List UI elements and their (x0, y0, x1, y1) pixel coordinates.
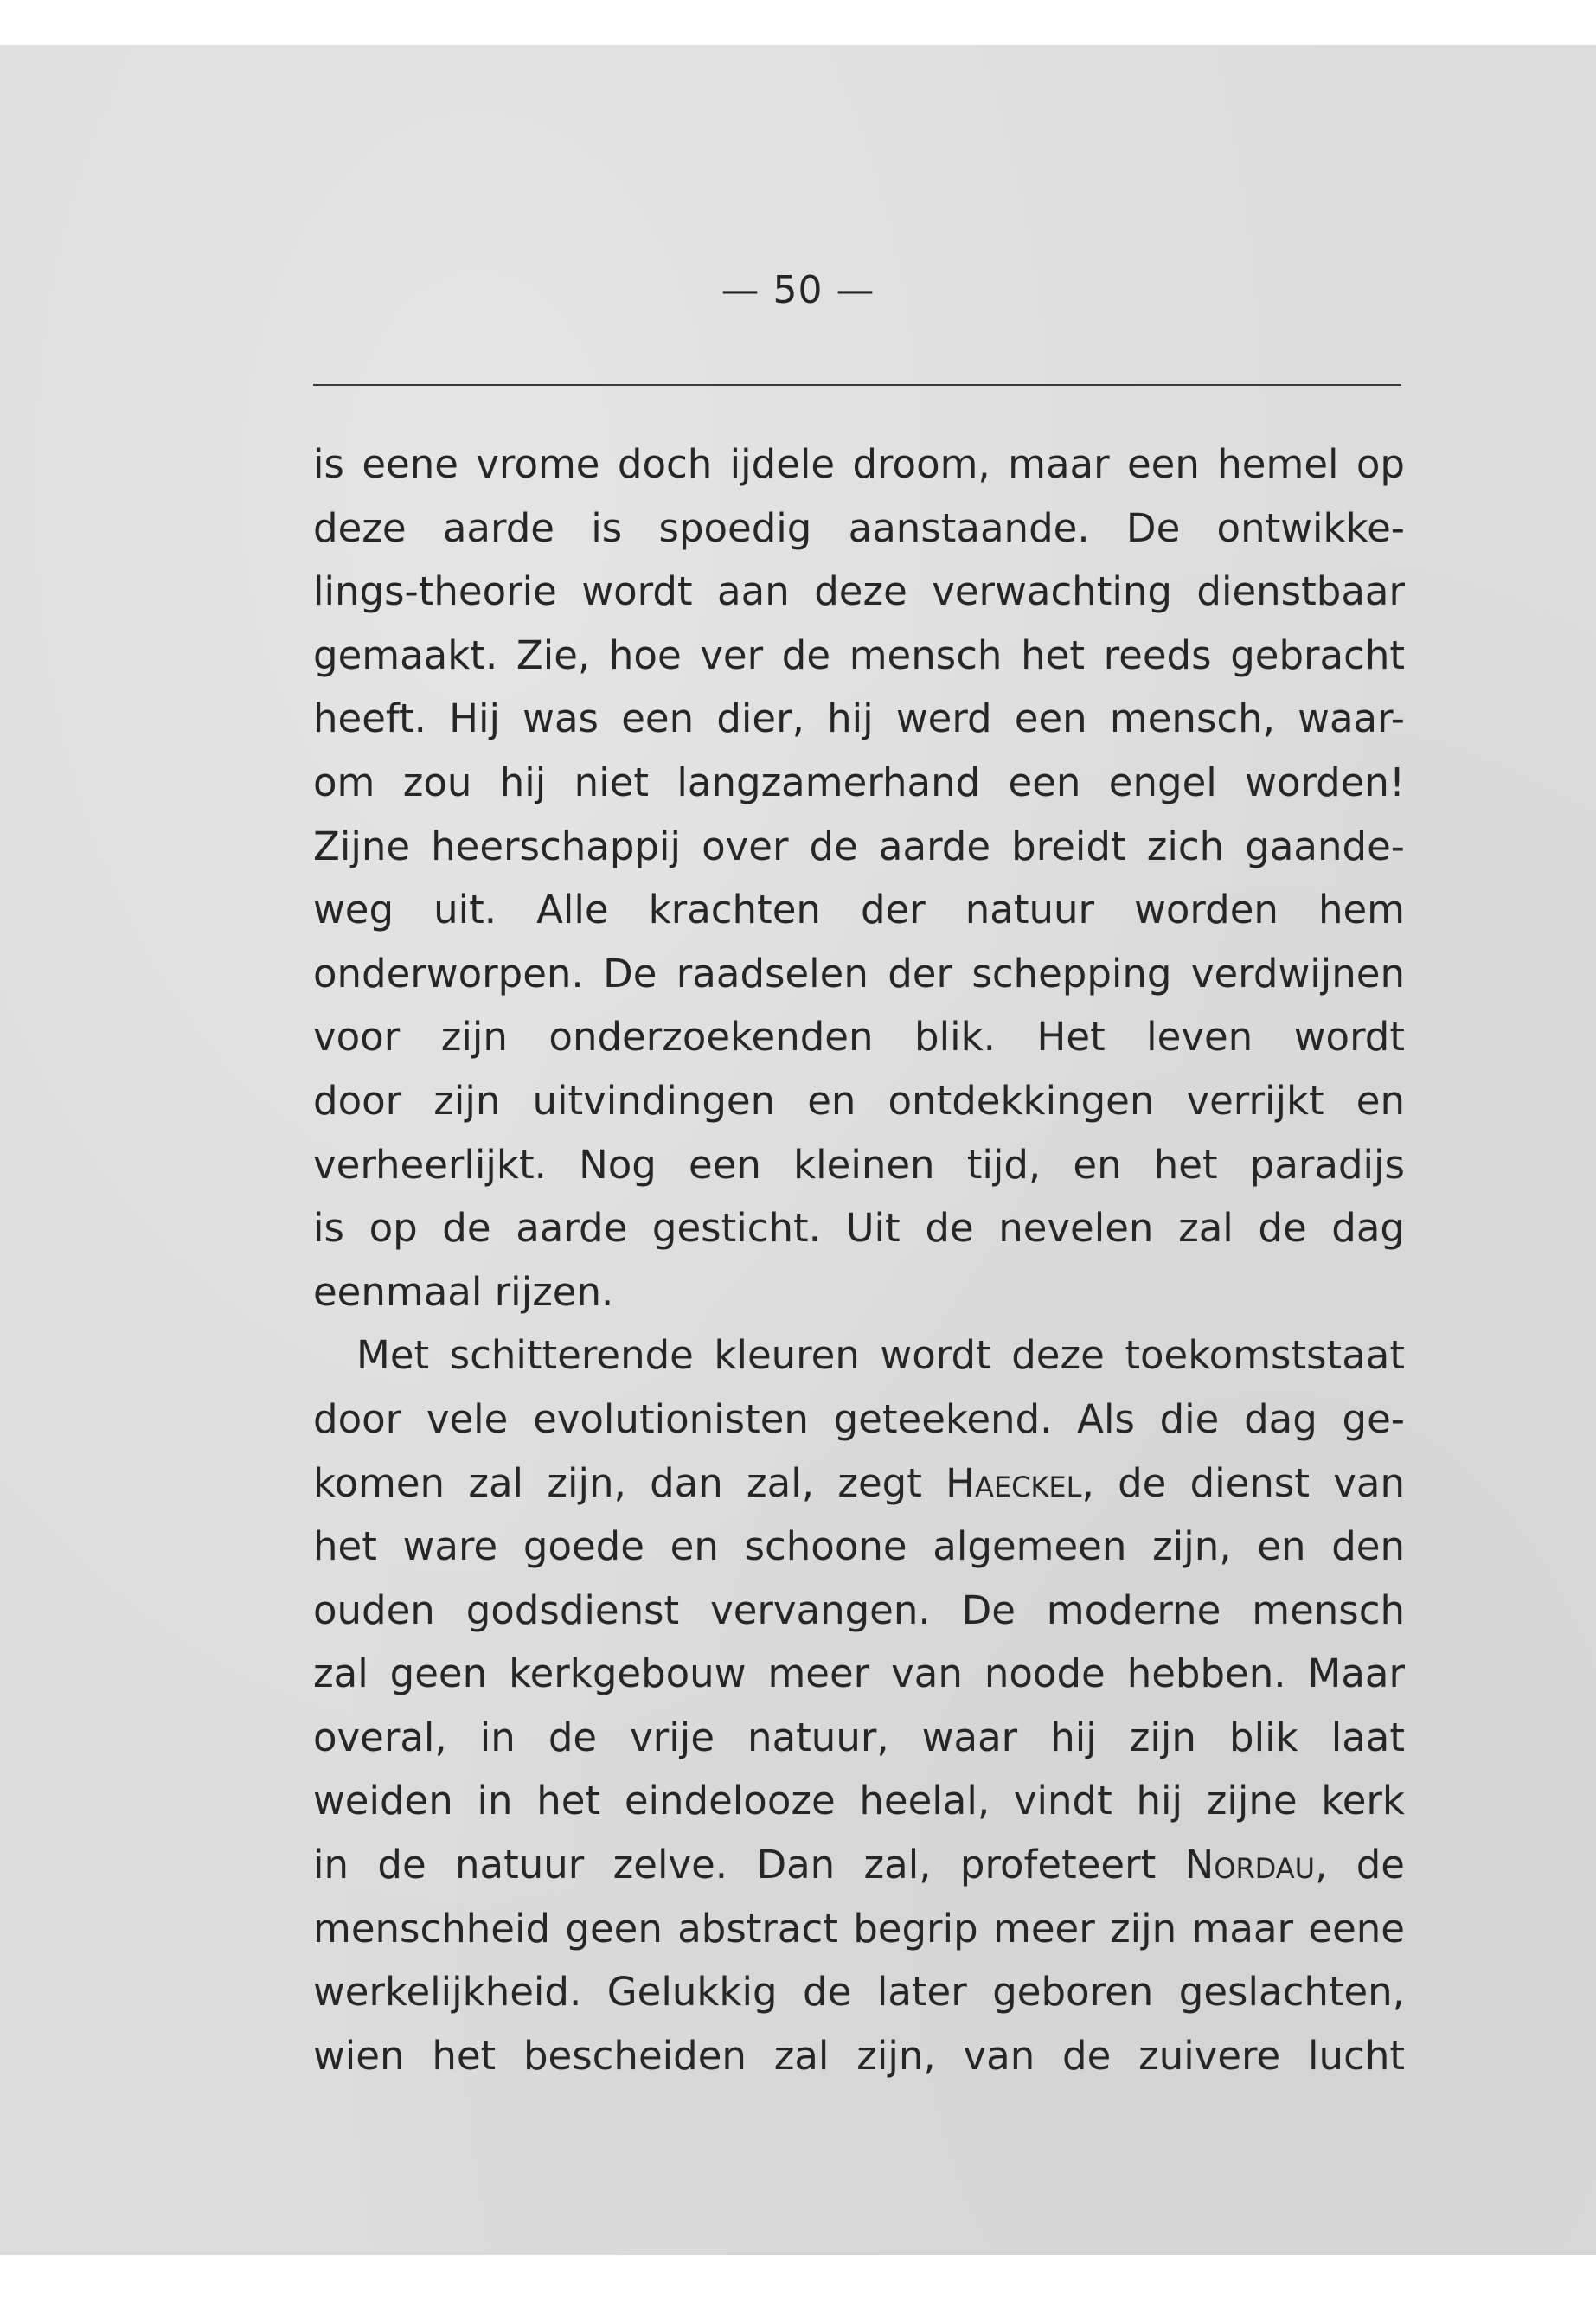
text-line: zal geen kerkgebouw meer van noode hebben. Maar (313, 1650, 1405, 1697)
paragraph-1 (313, 433, 1405, 1324)
text-line: Zijne heerschappij over de aarde breidt zich gaande- (313, 823, 1405, 869)
text-line: weg uit. Alle krachten der natuur worden hem (313, 887, 1405, 933)
text-line: eenmaal rijzen. (313, 1268, 614, 1315)
paragraph-2 (313, 1324, 1405, 2087)
text-line: verheerlijkt. Nog een kleinen tijd, en het paradijs (313, 1141, 1405, 1188)
text-line: door zijn uitvindingen en ontdekkingen verrijkt en (313, 1077, 1405, 1124)
text-line: menschheid geen abstract begrip meer zijn maar eene (313, 1905, 1405, 1952)
text-fragment: , de (1315, 1842, 1405, 1888)
text-line: weiden in het eindelooze heelal, vindt hij zijne kerk (313, 1778, 1405, 1824)
text-line (313, 1833, 1405, 1897)
text-line: is op de aarde gesticht. Uit de nevelen zal de dag (313, 1205, 1405, 1252)
text-line: werkelijkheid. Gelukkig de later geboren geslachten, (313, 1969, 1405, 2016)
text-fragment: komen zal zijn, dan zal, zegt (313, 1459, 946, 1506)
text-fragment: , de dienst van (1081, 1459, 1405, 1506)
text-line: Met schitterende kleuren wordt deze toekomststaat (356, 1332, 1405, 1379)
text-fragment: in de natuur zelve. Dan zal, profeteert (313, 1842, 1185, 1888)
author-name-nordau: Nordau (1184, 1842, 1316, 1888)
text-line: door vele evolutionisten geteekend. Als die dag ge- (313, 1395, 1405, 1442)
text-line: ouden godsdienst vervangen. De moderne mensch (313, 1586, 1405, 1633)
text-line: is eene vrome doch ijdele droom, maar een hemel op (313, 441, 1405, 487)
text-line: overal, in de vrije natuur, waar hij zijn blik laat (313, 1714, 1405, 1760)
header-rule (313, 384, 1401, 386)
text-line (313, 1452, 1405, 1516)
text-line: wien het bescheiden zal zijn, van de zuivere lucht (313, 2032, 1405, 2079)
text-line: gemaakt. Zie, hoe ver de mensch het reeds gebracht (313, 631, 1405, 678)
text-line: om zou hij niet langzamerhand een engel worden! (313, 759, 1405, 805)
text-line: deze aarde is spoedig aanstaande. De ontwikke- (313, 504, 1405, 551)
text-line: voor zijn onderzoekenden blik. Het leven wordt (313, 1014, 1405, 1061)
scanned-page (0, 45, 1596, 2255)
page-number: — 50 — (721, 268, 875, 312)
body-text (313, 433, 1405, 2087)
text-line: heeft. Hij was een dier, hij werd een mensch, waar- (313, 695, 1405, 742)
text-line: lings-theorie wordt aan deze verwachting dienstbaar (313, 568, 1405, 615)
author-name-haeckel: Haeckel (945, 1459, 1082, 1506)
text-line: onderworpen. De raadselen der schepping verdwijnen (313, 950, 1405, 997)
text-line: het ware goede en schoone algemeen zijn, en den (313, 1523, 1405, 1570)
